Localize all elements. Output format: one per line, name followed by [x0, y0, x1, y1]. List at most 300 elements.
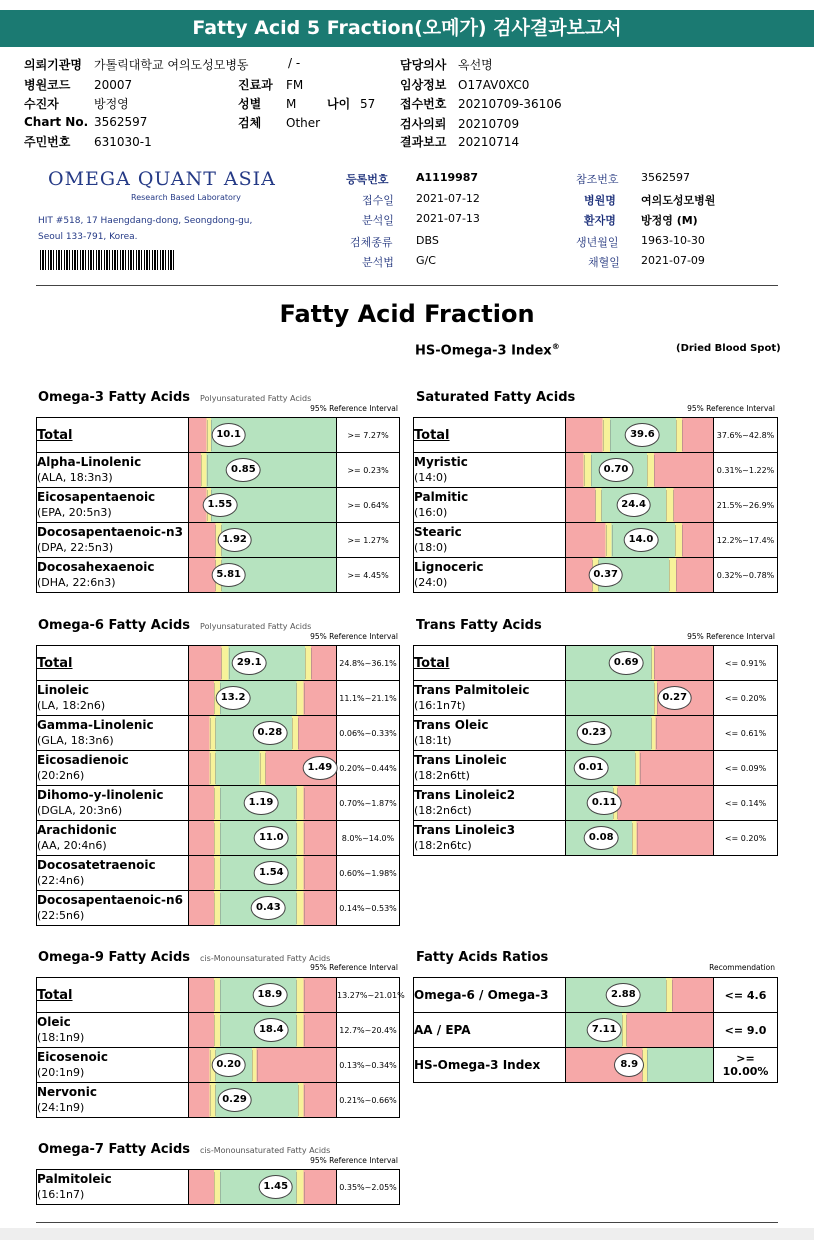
reference-range: 37.6%~42.8%: [714, 418, 778, 453]
range-boundary: [656, 718, 657, 749]
range-boundary: [220, 1015, 221, 1046]
range-boundary: [676, 420, 677, 451]
range-boundary: [610, 420, 611, 451]
analyzed-date: 2021-07-13: [416, 212, 480, 225]
range-boundary: [214, 1015, 215, 1046]
level-bar: [566, 786, 714, 821]
result-value-marker: 0.23: [577, 721, 612, 745]
result-value-marker: 8.9: [614, 1053, 644, 1077]
result-value-marker: 0.08: [584, 826, 619, 850]
lab-address-2: Seoul 133-791, Korea.: [38, 232, 138, 242]
dept-row: 진료과 FM: [238, 78, 304, 92]
range-boundary: [304, 1015, 305, 1046]
institution-row: 의뢰기관명 가톨릭대학교 여의도성모병동: [24, 58, 249, 72]
table-row: [37, 716, 400, 751]
range-boundary: [207, 455, 208, 486]
lab-logo-subtitle: Research Based Laboratory: [131, 193, 241, 202]
range-boundary: [682, 420, 683, 451]
fatty-acid-name: Alpha-Linolenic (ALA, 18:3n3): [37, 453, 189, 488]
level-bar: [566, 558, 714, 593]
level-bar: [189, 1048, 337, 1083]
trans-reference-label: 95% Reference Interval: [687, 632, 775, 641]
level-bar: [566, 978, 714, 1013]
table-row: [414, 681, 778, 716]
range-boundary: [304, 980, 305, 1011]
fatty-acid-name: Eicosapentaenoic (EPA, 20:5n3): [37, 488, 189, 523]
range-boundary: [214, 823, 215, 854]
range-boundary: [647, 455, 648, 486]
age-row: 나이 57: [327, 97, 376, 111]
result-value-marker: 0.85: [226, 458, 261, 482]
specimen-type: DBS: [416, 234, 439, 247]
reference-range: >= 7.27%: [337, 418, 400, 453]
lab-address-1: HIT #518, 17 Haengdang-dong, Seongdong-gu,: [38, 216, 253, 226]
sat-reference-label: 95% Reference Interval: [687, 404, 775, 413]
result-value-marker: 14.0: [624, 528, 659, 552]
table-row: [414, 1048, 778, 1083]
table-row: [414, 751, 778, 786]
result-value-marker: 18.9: [253, 983, 288, 1007]
range-boundary: [214, 980, 215, 1011]
range-boundary: [304, 893, 305, 924]
range-boundary: [215, 753, 216, 784]
fatty-acid-name: Docosahexaenoic (DHA, 22:6n3): [37, 558, 189, 593]
range-boundary: [252, 1050, 253, 1081]
result-value-marker: 0.37: [588, 563, 623, 587]
range-boundary: [214, 893, 215, 924]
range-boundary: [215, 718, 216, 749]
fatty-acid-name: Lignoceric (24:0): [414, 558, 566, 593]
fatty-acid-name: Nervonic (24:1n9): [37, 1083, 189, 1118]
range-boundary: [601, 490, 602, 521]
level-bar: [189, 978, 337, 1013]
range-boundary: [635, 753, 636, 784]
dob: 1963-10-30: [641, 234, 705, 247]
range-boundary: [675, 525, 676, 556]
range-boundary: [304, 858, 305, 889]
range-boundary: [220, 980, 221, 1011]
level-bar: [566, 523, 714, 558]
analyzed-label: 분석일: [362, 214, 394, 227]
level-bar: [189, 751, 337, 786]
reference-range: 0.14%~0.53%: [337, 891, 400, 926]
fatty-acid-name: Dihomo-y-linolenic (DGLA, 20:3n6): [37, 786, 189, 821]
level-bar: [566, 453, 714, 488]
result-value-marker: 0.11: [587, 791, 622, 815]
reference-range: 0.06%~0.33%: [337, 716, 400, 751]
fatty-acid-name: Gamma-Linolenic (GLA, 18:3n6): [37, 716, 189, 751]
reference-range: <= 0.09%: [714, 751, 778, 786]
table-row: [414, 786, 778, 821]
level-bar: [189, 1013, 337, 1048]
range-boundary: [298, 718, 299, 749]
fatty-acid-name: Palmitoleic (16:1n7): [37, 1170, 189, 1205]
fatty-acid-name: Total: [37, 978, 189, 1013]
level-bar: [189, 716, 337, 751]
fatty-acid-name: Myristic (14:0): [414, 453, 566, 488]
reference-range: >= 10.00%: [714, 1048, 778, 1083]
range-boundary: [632, 823, 633, 854]
table-row: [37, 856, 400, 891]
table-row: [37, 1170, 400, 1205]
reference-range: 0.60%~1.98%: [337, 856, 400, 891]
dob-label: 생년월일: [576, 236, 619, 249]
table-row: [414, 418, 778, 453]
range-boundary: [304, 1085, 305, 1116]
o3-reference-label: 95% Reference Interval: [310, 404, 398, 413]
examinee-row: 수진자 방정영: [24, 97, 129, 111]
fatty-acid-name: Docosapentaenoic-n3 (DPA, 22:5n3): [37, 523, 189, 558]
sat-table: [413, 417, 778, 593]
reference-range: >= 1.27%: [337, 523, 400, 558]
o6-table: [36, 645, 400, 926]
o7-section-subtitle: cis-Monounsaturated Fatty Acids: [200, 1146, 331, 1155]
result-value-marker: 1.49: [302, 756, 337, 780]
result-value-marker: 0.27: [657, 686, 692, 710]
reference-range: 0.20%~0.44%: [337, 751, 400, 786]
range-boundary: [304, 1172, 305, 1203]
chart-no-row: Chart No. 3562597: [24, 115, 148, 129]
fatty-acid-name: Total: [414, 646, 566, 681]
reference-range: <= 0.91%: [714, 646, 778, 681]
result-value-marker: 0.43: [251, 896, 286, 920]
range-boundary: [292, 718, 293, 749]
range-boundary: [637, 823, 638, 854]
range-boundary: [220, 893, 221, 924]
report-title-banner: Fatty Acid 5 Fraction(오메가) 검사결과보고서: [0, 10, 814, 47]
range-boundary: [257, 1050, 258, 1081]
reference-range: 0.35%~2.05%: [337, 1170, 400, 1205]
table-row: [414, 453, 778, 488]
range-boundary: [682, 525, 683, 556]
level-bar: [189, 523, 337, 558]
table-row: [37, 786, 400, 821]
o9-reference-label: 95% Reference Interval: [310, 963, 398, 972]
result-value-marker: 0.29: [217, 1088, 252, 1112]
table-row: [37, 681, 400, 716]
reference-range: 21.5%~26.9%: [714, 488, 778, 523]
received-date: 2021-07-12: [416, 192, 480, 205]
range-boundary: [606, 525, 607, 556]
range-boundary: [672, 980, 673, 1011]
level-bar: [566, 1013, 714, 1048]
table-row: [37, 821, 400, 856]
range-boundary: [296, 1015, 297, 1046]
footer-divider: [36, 1222, 778, 1223]
o3-section-subtitle: Polyunsaturated Fatty Acids: [200, 394, 312, 403]
range-boundary: [220, 1172, 221, 1203]
reference-range: <= 0.20%: [714, 821, 778, 856]
result-value-marker: 2.88: [606, 983, 641, 1007]
report-row: 결과보고 20210714: [400, 135, 520, 149]
result-value-marker: 5.81: [211, 563, 246, 587]
patient-name: 방정영 (M): [641, 214, 698, 227]
range-boundary: [595, 490, 596, 521]
range-boundary: [654, 683, 655, 714]
reference-range: 11.1%~21.1%: [337, 681, 400, 716]
table-row: [37, 1083, 400, 1118]
result-value-marker: 39.6: [625, 423, 660, 447]
reference-range: 24.8%~36.1%: [337, 646, 400, 681]
method: G/C: [416, 254, 436, 267]
receipt-row: 접수번호 20210709-36106: [400, 97, 562, 111]
trans-section-title: Trans Fatty Acids: [416, 618, 542, 633]
range-boundary: [669, 560, 670, 591]
table-row: [37, 751, 400, 786]
range-boundary: [220, 788, 221, 819]
range-boundary: [214, 858, 215, 889]
table-row: [37, 418, 400, 453]
reference-range: 8.0%~14.0%: [337, 821, 400, 856]
range-boundary: [311, 648, 312, 679]
table-row: [414, 558, 778, 593]
reference-range: <= 4.6: [714, 978, 778, 1013]
collected-date: 2021-07-09: [641, 254, 705, 267]
reference-range: 0.31%~1.22%: [714, 453, 778, 488]
table-row: [37, 453, 400, 488]
range-boundary: [666, 980, 667, 1011]
range-boundary: [654, 648, 655, 679]
level-bar: [566, 681, 714, 716]
reference-range: <= 9.0: [714, 1013, 778, 1048]
received-label: 접수일: [362, 194, 394, 207]
table-row: [37, 1013, 400, 1048]
o9-table: [36, 977, 405, 1118]
level-bar: [189, 418, 337, 453]
range-boundary: [296, 1172, 297, 1203]
range-boundary: [666, 490, 667, 521]
fatty-acid-name: Eicosadienoic (20:2n6): [37, 751, 189, 786]
o6-section-title: Omega-6 Fatty Acids Polyunsaturated Fatty Acids: [38, 618, 312, 633]
table-row: [414, 978, 778, 1013]
o7-reference-label: 95% Reference Interval: [310, 1156, 398, 1165]
fatty-acid-name: AA / EPA: [414, 1013, 566, 1048]
specimen-row: 검체 Other: [238, 116, 321, 130]
range-boundary: [626, 1015, 627, 1046]
table-row: [414, 523, 778, 558]
o7-section-title: Omega-7 Fatty Acids cis-Monounsaturated Fatty Acids: [38, 1142, 331, 1157]
request-row: 검사의뢰 20210709: [400, 117, 520, 131]
range-boundary: [591, 455, 592, 486]
level-bar: [189, 856, 337, 891]
reg-no-label: 등록번호: [346, 173, 389, 186]
reference-range: <= 0.20%: [714, 681, 778, 716]
reference-range: 0.70%~1.87%: [337, 786, 400, 821]
level-bar: [566, 646, 714, 681]
fatty-acid-name: Palmitic (16:0): [414, 488, 566, 523]
patient-label: 환자명: [584, 214, 616, 227]
reference-range: 13.27%~21.01%: [337, 978, 400, 1013]
range-boundary: [296, 788, 297, 819]
reference-range: <= 0.61%: [714, 716, 778, 751]
level-bar: [189, 821, 337, 856]
range-boundary: [221, 648, 222, 679]
fatty-acid-name: Trans Palmitoleic (16:1n7t): [414, 681, 566, 716]
clinical-row: 임상정보 O17AV0XC0: [400, 78, 530, 92]
blood-spot-label: (Dried Blood Spot): [676, 343, 781, 354]
fatty-acid-name: Linoleic (LA, 18:2n6): [37, 681, 189, 716]
fatty-acid-name: Stearic (18:0): [414, 523, 566, 558]
fatty-acid-name: Oleic (18:1n9): [37, 1013, 189, 1048]
range-boundary: [229, 648, 230, 679]
range-boundary: [296, 683, 297, 714]
index-title: HS-Omega-3 Index®: [415, 342, 560, 359]
range-boundary: [296, 858, 297, 889]
lab-logo: OMEGA QUANT ASIA: [48, 168, 276, 190]
barcode-icon: [40, 250, 176, 270]
result-value-marker: 10.1: [211, 423, 246, 447]
range-boundary: [304, 683, 305, 714]
range-boundary: [214, 1172, 215, 1203]
o6-reference-label: 95% Reference Interval: [310, 632, 398, 641]
hospital-code-row: 병원코드 20007: [24, 78, 133, 92]
o6-section-subtitle: Polyunsaturated Fatty Acids: [200, 622, 312, 631]
range-boundary: [207, 420, 208, 451]
fatty-acid-name: Trans Linoleic (18:2n6tt): [414, 751, 566, 786]
reg-no: A1119987: [416, 171, 479, 184]
result-value-marker: 18.4: [254, 1018, 289, 1042]
fatty-acid-name: Eicosenoic (20:1n9): [37, 1048, 189, 1083]
level-bar: [566, 418, 714, 453]
range-boundary: [201, 455, 202, 486]
main-title: Fatty Acid Fraction: [279, 300, 535, 328]
fatty-acid-name: Trans Linoleic3 (18:2n6tc): [414, 821, 566, 856]
result-value-marker: 0.69: [609, 651, 644, 675]
level-bar: [566, 751, 714, 786]
level-bar: [189, 786, 337, 821]
range-boundary: [651, 648, 652, 679]
o9-section-title: Omega-9 Fatty Acids cis-Monounsaturated Fatty Acids: [38, 950, 331, 965]
reference-range: 12.7%~20.4%: [337, 1013, 400, 1048]
fatty-acid-name: Trans Oleic (18:1t): [414, 716, 566, 751]
o7-table: [36, 1169, 400, 1205]
doctor-row: 담당의사 옥선명: [400, 58, 493, 72]
level-bar: [189, 1170, 337, 1205]
table-row: [414, 716, 778, 751]
range-boundary: [298, 1085, 299, 1116]
range-boundary: [584, 455, 585, 486]
fatty-acid-name: Docosapentaenoic-n6 (22:5n6): [37, 891, 189, 926]
institution-slash: / -: [288, 56, 301, 70]
table-row: [37, 558, 400, 593]
table-row: [37, 891, 400, 926]
reference-range: 0.13%~0.34%: [337, 1048, 400, 1083]
o9-section-subtitle: cis-Monounsaturated Fatty Acids: [200, 954, 331, 963]
level-bar: [189, 646, 337, 681]
level-bar: [566, 716, 714, 751]
range-boundary: [210, 718, 211, 749]
result-value-marker: 1.92: [217, 528, 252, 552]
fatty-acid-name: Docosatetraenoic (22:4n6): [37, 856, 189, 891]
trans-table: [413, 645, 778, 856]
result-value-marker: 11.0: [254, 826, 289, 850]
table-row: [37, 1048, 400, 1083]
level-bar: [189, 453, 337, 488]
result-value-marker: 0.20: [211, 1053, 246, 1077]
header-divider: [36, 285, 778, 286]
range-boundary: [304, 788, 305, 819]
range-boundary: [296, 893, 297, 924]
range-boundary: [673, 490, 674, 521]
table-row: [37, 646, 400, 681]
sex-row: 성별 M: [238, 97, 297, 111]
table-row: [37, 488, 400, 523]
result-value-marker: 1.19: [244, 791, 279, 815]
level-bar: [566, 488, 714, 523]
id-row: 주민번호 631030-1: [24, 135, 152, 149]
result-value-marker: 7.11: [587, 1018, 622, 1042]
fatty-acid-name: Total: [37, 646, 189, 681]
table-row: [414, 821, 778, 856]
result-value-marker: 1.54: [254, 861, 289, 885]
range-boundary: [647, 1050, 648, 1081]
result-value-marker: 0.28: [253, 721, 288, 745]
range-boundary: [654, 455, 655, 486]
level-bar: [189, 681, 337, 716]
level-bar: [566, 821, 714, 856]
range-boundary: [296, 823, 297, 854]
table-row: [414, 646, 778, 681]
range-boundary: [304, 823, 305, 854]
range-boundary: [676, 560, 677, 591]
reference-range: >= 0.23%: [337, 453, 400, 488]
fatty-acid-name: Total: [37, 418, 189, 453]
range-boundary: [622, 1015, 623, 1046]
range-boundary: [220, 858, 221, 889]
fatty-acid-name: Omega-6 / Omega-3: [414, 978, 566, 1013]
footer-bar: [0, 1228, 814, 1240]
fatty-acid-name: Arachidonic (AA, 20:4n6): [37, 821, 189, 856]
range-boundary: [612, 525, 613, 556]
fatty-acid-name: HS-Omega-3 Index: [414, 1048, 566, 1083]
range-boundary: [305, 648, 306, 679]
sat-section-title: Saturated Fatty Acids: [416, 390, 576, 405]
fatty-acid-name: Trans Linoleic2 (18:2n6ct): [414, 786, 566, 821]
range-boundary: [260, 753, 261, 784]
reference-range: <= 0.14%: [714, 786, 778, 821]
range-boundary: [214, 788, 215, 819]
level-bar: [566, 1048, 714, 1083]
result-value-marker: 0.01: [574, 756, 609, 780]
reference-range: >= 4.45%: [337, 558, 400, 593]
table-row: [37, 523, 400, 558]
reference-range: >= 0.64%: [337, 488, 400, 523]
reference-range: 0.32%~0.78%: [714, 558, 778, 593]
ref-no: 3562597: [641, 171, 690, 184]
ratio-section-title: Fatty Acids Ratios: [416, 950, 549, 965]
level-bar: [189, 1083, 337, 1118]
table-row: [37, 978, 400, 1013]
reference-range: 0.21%~0.66%: [337, 1083, 400, 1118]
range-boundary: [603, 420, 604, 451]
result-value-marker: 1.55: [203, 493, 238, 517]
result-value-marker: 1.45: [258, 1175, 293, 1199]
table-row: [414, 488, 778, 523]
fatty-acid-name: Total: [414, 418, 566, 453]
level-bar: [189, 558, 337, 593]
ratio-table: [413, 977, 778, 1083]
o3-section-title: Omega-3 Fatty Acids Polyunsaturated Fatty Acids: [38, 390, 312, 405]
range-boundary: [640, 753, 641, 784]
result-value-marker: 0.70: [599, 458, 634, 482]
reference-range: 12.2%~17.4%: [714, 523, 778, 558]
hospital-label: 병원명: [584, 194, 616, 207]
range-boundary: [265, 753, 266, 784]
range-boundary: [210, 1085, 211, 1116]
range-boundary: [296, 980, 297, 1011]
range-boundary: [220, 823, 221, 854]
range-boundary: [651, 718, 652, 749]
